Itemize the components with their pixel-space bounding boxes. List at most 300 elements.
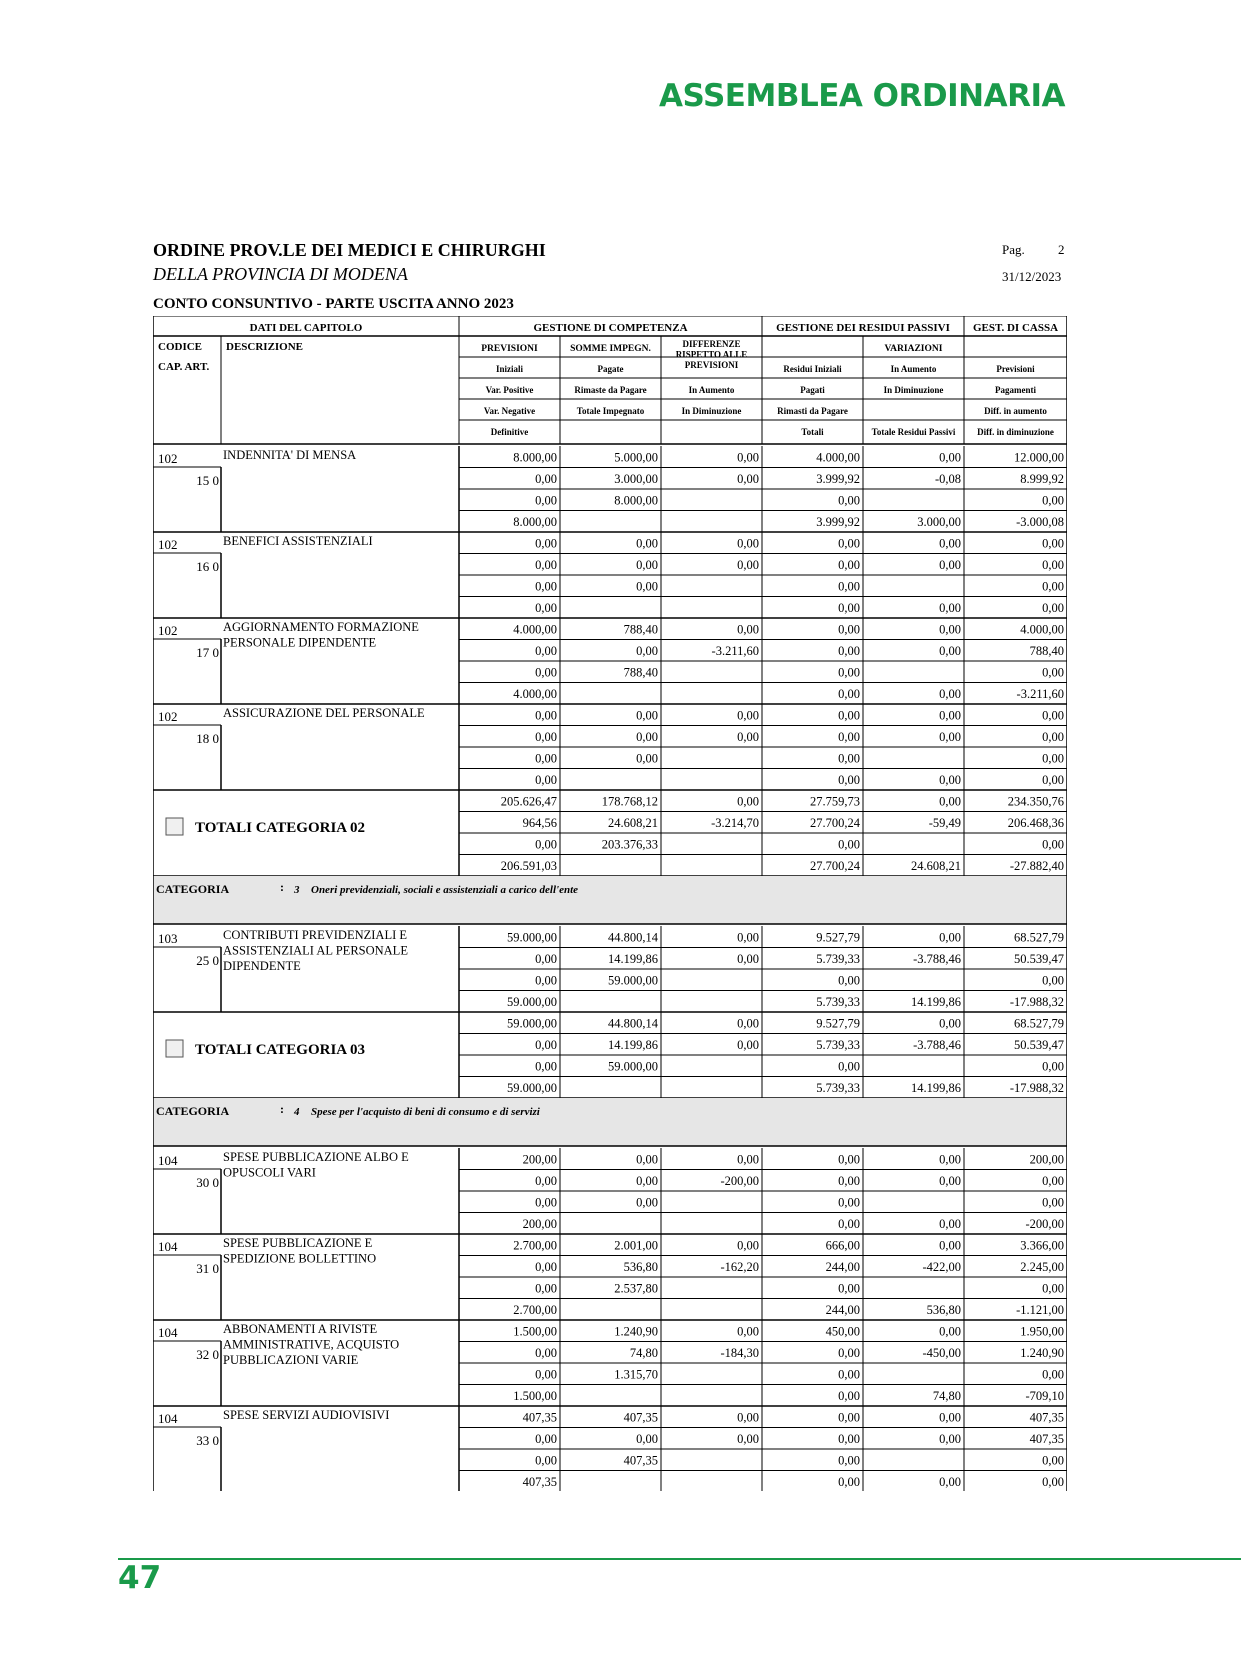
report-title: CONTO CONSUNTIVO - PARTE USCITA ANNO 2023	[153, 296, 514, 312]
amount-value: 0,00	[939, 730, 961, 744]
amount-value: 0,00	[1042, 1195, 1064, 1210]
articolo-code: 33 0	[196, 1433, 219, 1448]
voce-descrizione: AGGIORNAMENTO FORMAZIONE	[223, 620, 419, 634]
amount-value: 0,00	[535, 751, 557, 766]
amount-value: 0,00	[838, 1152, 860, 1167]
amount-value: 0,00	[838, 708, 860, 723]
amount-value: -162,20	[720, 1260, 759, 1274]
articolo-code: 18 0	[196, 731, 219, 746]
voce-descrizione: CONTRIBUTI PREVIDENZIALI E	[223, 928, 408, 942]
amount-value: -3.211,60	[711, 644, 759, 658]
amount-value: 0,00	[535, 1432, 557, 1446]
amount-value: 788,40	[623, 665, 658, 680]
amount-value: 3.999,92	[816, 515, 860, 529]
capitolo-code: 104	[158, 1239, 178, 1254]
checkbox-square	[166, 818, 183, 835]
column-header: Residui Iniziali	[783, 364, 842, 374]
amount-value: 0,00	[535, 1281, 557, 1296]
amount-value: 0,00	[737, 1038, 759, 1052]
group-header-cassa: GEST. DI CASSA	[972, 322, 1059, 334]
amount-value: 0,00	[636, 708, 658, 723]
amount-value: 27.759,73	[810, 794, 860, 809]
amount-value: 0,00	[939, 1217, 961, 1231]
column-header: Diff. in aumento	[984, 406, 1047, 416]
amount-value: -450,00	[922, 1346, 961, 1360]
amount-value: -17.988,32	[1009, 1081, 1064, 1095]
amount-value: 244,00	[825, 1303, 860, 1317]
amount-value: -3.788,46	[913, 952, 961, 966]
amount-value: 0,00	[838, 1059, 860, 1074]
totali-categoria-label: TOTALI CATEGORIA 02	[195, 820, 366, 836]
amount-value: 0,00	[535, 730, 557, 744]
amount-value: 407,35	[522, 1475, 557, 1489]
articolo-code: 16 0	[196, 559, 219, 574]
column-header: In Aumento	[688, 385, 735, 395]
category-band	[153, 876, 1067, 924]
capitolo-code: 102	[158, 451, 178, 466]
amount-value: 0,00	[737, 1432, 759, 1446]
amount-value: 59.000,00	[507, 1016, 557, 1031]
articolo-code: 25 0	[196, 953, 219, 968]
amount-value: 3.366,00	[1020, 1238, 1064, 1253]
page-label: Pag.	[1002, 242, 1025, 257]
amount-value: 0,00	[1042, 1367, 1064, 1382]
budget-table	[153, 316, 1067, 1491]
amount-value: 1.240,90	[1020, 1346, 1064, 1360]
column-header: In Aumento	[890, 364, 937, 374]
amount-value: 2.700,00	[513, 1303, 557, 1317]
header-descrizione: DESCRIZIONE	[226, 341, 304, 353]
amount-value: 1.315,70	[614, 1367, 658, 1382]
amount-value: 0,00	[1042, 837, 1064, 852]
header-differenze: PREVISIONI	[684, 360, 739, 370]
amount-value: 8.000,00	[614, 493, 658, 508]
capitolo-code: 103	[158, 931, 178, 946]
amount-value: 5.739,33	[816, 995, 860, 1009]
column-header: Totale Impegnato	[576, 406, 645, 416]
amount-value: 1.240,90	[614, 1324, 658, 1339]
amount-value: 244,00	[825, 1260, 860, 1274]
amount-value: 0,00	[1042, 1475, 1064, 1489]
amount-value: -422,00	[922, 1260, 961, 1274]
organization-name: ORDINE PROV.LE DEI MEDICI E CHIRURGHI	[153, 240, 546, 260]
amount-value: 0,00	[535, 1346, 557, 1360]
amount-value: 0,00	[636, 1174, 658, 1188]
amount-value: 0,00	[838, 558, 860, 572]
amount-value: 0,00	[838, 1174, 860, 1188]
amount-value: 0,00	[1042, 973, 1064, 988]
amount-value: 0,00	[939, 450, 961, 465]
amount-value: 4.000,00	[513, 622, 557, 637]
amount-value: 4.000,00	[513, 687, 557, 701]
amount-value: 0,00	[838, 1432, 860, 1446]
amount-value: 0,00	[1042, 1281, 1064, 1296]
amount-value: 0,00	[535, 1038, 557, 1052]
amount-value: 0,00	[939, 687, 961, 701]
amount-value: 0,00	[939, 622, 961, 637]
column-header: PREVISIONI	[481, 344, 538, 354]
amount-value: 2.700,00	[513, 1238, 557, 1253]
amount-value: 14.199,86	[911, 1081, 961, 1095]
amount-value: -709,10	[1025, 1389, 1064, 1403]
voce-descrizione: OPUSCOLI VARI	[223, 1165, 316, 1180]
amount-value: 0,00	[838, 1217, 860, 1231]
amount-value: -59,49	[928, 816, 961, 830]
amount-value: 0,00	[939, 1152, 961, 1167]
amount-value: 0,00	[1042, 558, 1064, 572]
column-header: In Diminuzione	[883, 385, 944, 395]
group-header-competenza: GESTIONE DI COMPETENZA	[533, 322, 688, 334]
voce-descrizione: INDENNITA' DI MENSA	[223, 448, 357, 462]
capitolo-code: 102	[158, 623, 178, 638]
amount-value: 0,00	[535, 1195, 557, 1210]
amount-value: 59.000,00	[608, 1059, 658, 1074]
amount-value: 178.768,12	[601, 794, 658, 809]
amount-value: 0,00	[939, 1238, 961, 1253]
capitolo-code: 104	[158, 1411, 178, 1426]
voce-descrizione: ASSICURAZIONE DEL PERSONALE	[223, 706, 425, 720]
articolo-code: 32 0	[196, 1347, 219, 1362]
amount-value: 0,00	[939, 1324, 961, 1339]
amount-value: 0,00	[838, 751, 860, 766]
amount-value: 0,00	[1042, 665, 1064, 680]
amount-value: 0,00	[838, 837, 860, 852]
amount-value: 3.000,00	[917, 515, 961, 529]
amount-value: 0,00	[737, 930, 759, 945]
amount-value: 0,00	[535, 952, 557, 966]
amount-value: 68.527,79	[1014, 1016, 1064, 1031]
amount-value: 0,00	[838, 665, 860, 680]
header-differenze: RISPETTO ALLE	[675, 349, 748, 360]
amount-value: 59.000,00	[507, 930, 557, 945]
organization-province: DELLA PROVINCIA DI MODENA	[153, 264, 408, 284]
amount-value: 0,00	[737, 622, 759, 637]
amount-value: 14.199,86	[608, 1038, 658, 1052]
voce-descrizione: SPESE PUBBLICAZIONE ALBO E	[223, 1150, 409, 1164]
checkbox-square	[166, 1040, 183, 1057]
column-header: Var. Negative	[483, 406, 536, 416]
amount-value: 0,00	[939, 773, 961, 787]
report-date: 31/12/2023	[1002, 269, 1062, 284]
amount-value: 0,00	[737, 794, 759, 809]
group-header-capitolo: DATI DEL CAPITOLO	[249, 322, 363, 334]
amount-value: 5.739,33	[816, 1081, 860, 1095]
amount-value: 0,00	[838, 973, 860, 988]
amount-value: 0,00	[838, 1346, 860, 1360]
capitolo-code: 104	[158, 1325, 178, 1340]
column-header: Rimasti da Pagare	[777, 406, 848, 416]
category-label: CATEGORIA	[156, 1104, 230, 1118]
amount-value: -3.788,46	[913, 1038, 961, 1052]
amount-value: 50.539,47	[1014, 952, 1064, 966]
column-header: Definitive	[490, 427, 529, 437]
amount-value: -3.211,60	[1016, 687, 1064, 701]
voce-descrizione: SPESE PUBBLICAZIONE E	[223, 1236, 373, 1250]
amount-value: 27.700,24	[810, 816, 860, 830]
amount-value: 0,00	[838, 1389, 860, 1403]
amount-value: 0,00	[737, 536, 759, 551]
amount-value: 0,00	[1042, 579, 1064, 594]
column-header: Var. Positive	[485, 385, 534, 395]
totali-categoria-label: TOTALI CATEGORIA 03	[195, 1042, 366, 1058]
amount-value: 200,00	[522, 1152, 557, 1167]
amount-value: 0,00	[838, 730, 860, 744]
voce-descrizione: SPEDIZIONE BOLLETTINO	[223, 1251, 377, 1266]
voce-descrizione: PUBBLICAZIONI VARIE	[223, 1353, 359, 1367]
amount-value: 200,00	[1029, 1152, 1064, 1167]
articolo-code: 30 0	[196, 1175, 219, 1190]
amount-value: 2.537,80	[614, 1281, 658, 1296]
amount-value: 0,00	[838, 579, 860, 594]
articolo-code: 15 0	[196, 473, 219, 488]
group-header-residui: GESTIONE DEI RESIDUI PASSIVI	[776, 322, 950, 334]
amount-value: 407,35	[623, 1410, 658, 1425]
amount-value: 0,00	[636, 536, 658, 551]
amount-value: 0,00	[636, 644, 658, 658]
amount-value: 0,00	[636, 730, 658, 744]
amount-value: 0,00	[535, 644, 557, 658]
amount-value: 0,00	[1042, 773, 1064, 787]
amount-value: 0,00	[636, 1195, 658, 1210]
column-header: Previsioni	[996, 364, 1035, 374]
amount-value: 8.000,00	[513, 450, 557, 465]
amount-value: 0,00	[737, 450, 759, 465]
column-header: Totali	[801, 427, 824, 437]
amount-value: 0,00	[1042, 1453, 1064, 1468]
amount-value: 0,00	[535, 773, 557, 787]
amount-value: 0,00	[939, 536, 961, 551]
amount-value: 0,00	[636, 751, 658, 766]
amount-value: 0,00	[737, 952, 759, 966]
category-label: CATEGORIA	[156, 882, 230, 896]
amount-value: -3.214,70	[711, 816, 759, 830]
amount-value: 206.591,03	[500, 859, 557, 873]
column-header: Rimaste da Pagare	[574, 385, 647, 395]
amount-value: 0,00	[535, 1059, 557, 1074]
amount-value: 1.500,00	[513, 1324, 557, 1339]
voce-descrizione: AMMINISTRATIVE, ACQUISTO	[223, 1337, 400, 1352]
amount-value: 0,00	[535, 601, 557, 615]
header-codice: CODICE	[158, 341, 203, 353]
category-number: 4	[294, 1106, 300, 1118]
amount-value: 0,00	[838, 644, 860, 658]
footer-page-number: 47	[118, 1560, 162, 1596]
amount-value: 0,00	[838, 622, 860, 637]
column-header: Iniziali	[495, 364, 524, 374]
amount-value: 407,35	[1029, 1410, 1064, 1425]
amount-value: 0,00	[636, 579, 658, 594]
amount-value: 788,40	[623, 622, 658, 637]
footer-rule	[118, 1558, 1241, 1560]
column-header: Pagamenti	[995, 385, 1036, 395]
category-number: 3	[294, 884, 300, 896]
budget-table-grid	[153, 316, 1067, 1491]
amount-value: 450,00	[825, 1324, 860, 1339]
category-band	[153, 1098, 1067, 1146]
amount-value: 0,00	[838, 773, 860, 787]
voce-descrizione: PERSONALE DIPENDENTE	[223, 635, 377, 650]
amount-value: 2.001,00	[614, 1238, 658, 1253]
amount-value: 0,00	[939, 1475, 961, 1489]
capitolo-code: 102	[158, 709, 178, 724]
amount-value: 0,00	[939, 601, 961, 615]
amount-value: 2.245,00	[1020, 1260, 1064, 1274]
amount-value: 59.000,00	[507, 1081, 557, 1095]
amount-value: 205.626,47	[500, 794, 557, 809]
amount-value: 74,80	[629, 1346, 658, 1360]
amount-value: 4.000,00	[1020, 622, 1064, 637]
amount-value: 0,00	[1042, 708, 1064, 723]
amount-value: 0,00	[1042, 1174, 1064, 1188]
column-header: Pagate	[597, 364, 624, 374]
amount-value: -200,00	[1025, 1217, 1064, 1231]
amount-value: 0,00	[737, 1410, 759, 1425]
amount-value: 5.000,00	[614, 450, 658, 465]
amount-value: 0,00	[939, 930, 961, 945]
column-header: Pagati	[800, 385, 825, 395]
header-cap-art: CAP. ART.	[158, 361, 210, 373]
amount-value: 27.700,24	[810, 859, 860, 873]
column-header: Totale Residui Passivi	[871, 427, 956, 437]
amount-value: 0,00	[838, 1410, 860, 1425]
amount-value: 206.468,36	[1007, 816, 1064, 830]
amount-value: 0,00	[535, 472, 557, 486]
amount-value: 0,00	[535, 973, 557, 988]
column-header: VARIAZIONI	[884, 344, 943, 354]
amount-value: 0,00	[939, 558, 961, 572]
category-colon: :	[280, 880, 284, 894]
amount-value: 0,00	[939, 1016, 961, 1031]
amount-value: 666,00	[825, 1238, 860, 1253]
capitolo-code: 102	[158, 537, 178, 552]
amount-value: 0,00	[636, 1432, 658, 1446]
amount-value: 0,00	[939, 644, 961, 658]
amount-value: 50.539,47	[1014, 1038, 1064, 1052]
amount-value: 5.739,33	[816, 952, 860, 966]
amount-value: 4.000,00	[816, 450, 860, 465]
amount-value: 407,35	[522, 1410, 557, 1425]
articolo-code: 31 0	[196, 1261, 219, 1276]
amount-value: 74,80	[932, 1389, 961, 1403]
page-number: 2	[1058, 242, 1065, 257]
column-header: Diff. in diminuzione	[977, 427, 1054, 437]
section-banner: ASSEMBLEA ORDINARIA	[659, 78, 1065, 114]
amount-value: 0,00	[535, 1260, 557, 1274]
amount-value: 0,00	[939, 1432, 961, 1446]
amount-value: 0,00	[1042, 730, 1064, 744]
amount-value: 0,00	[838, 601, 860, 615]
category-description: Oneri previdenziali, sociali e assistenziali a carico dell'ente	[311, 884, 579, 896]
amount-value: 0,00	[838, 687, 860, 701]
amount-value: 407,35	[623, 1453, 658, 1468]
amount-value: 0,00	[535, 708, 557, 723]
amount-value: 0,00	[1042, 493, 1064, 508]
amount-value: 0,00	[838, 1195, 860, 1210]
amount-value: 24.608,21	[608, 816, 658, 830]
amount-value: 0,00	[737, 558, 759, 572]
amount-value: 0,00	[838, 1453, 860, 1468]
amount-value: 200,00	[522, 1217, 557, 1231]
amount-value: 0,00	[737, 1152, 759, 1167]
amount-value: 0,00	[838, 1367, 860, 1382]
amount-value: 0,00	[535, 579, 557, 594]
column-header: SOMME IMPEGN.	[570, 344, 651, 354]
amount-value: 3.999,92	[816, 472, 860, 486]
amount-value: 536,80	[623, 1260, 658, 1274]
amount-value: -17.988,32	[1009, 995, 1064, 1009]
amount-value: 0,00	[535, 1453, 557, 1468]
amount-value: 5.739,33	[816, 1038, 860, 1052]
amount-value: -200,00	[720, 1174, 759, 1188]
amount-value: 0,00	[838, 536, 860, 551]
amount-value: 0,00	[737, 708, 759, 723]
amount-value: -184,30	[720, 1346, 759, 1360]
amount-value: 68.527,79	[1014, 930, 1064, 945]
amount-value: 0,00	[535, 536, 557, 551]
amount-value: 3.000,00	[614, 472, 658, 486]
voce-descrizione: ABBONAMENTI A RIVISTE	[223, 1322, 378, 1336]
amount-value: 24.608,21	[911, 859, 961, 873]
amount-value: 0,00	[737, 1324, 759, 1339]
amount-value: -3.000,08	[1016, 515, 1064, 529]
amount-value: -1.121,00	[1016, 1303, 1064, 1317]
amount-value: 407,35	[1029, 1432, 1064, 1446]
amount-value: 964,56	[522, 816, 557, 830]
amount-value: 0,00	[1042, 601, 1064, 615]
amount-value: 0,00	[535, 1367, 557, 1382]
articolo-code: 17 0	[196, 645, 219, 660]
amount-value: 0,00	[939, 1174, 961, 1188]
amount-value: 0,00	[838, 493, 860, 508]
amount-value: 0,00	[737, 1238, 759, 1253]
amount-value: 0,00	[939, 1410, 961, 1425]
voce-descrizione: SPESE SERVIZI AUDIOVISIVI	[223, 1408, 390, 1422]
amount-value: 0,00	[535, 837, 557, 852]
amount-value: 0,00	[838, 1475, 860, 1489]
amount-value: 0,00	[939, 708, 961, 723]
header-differenze: DIFFERENZE	[682, 339, 741, 349]
amount-value: 0,00	[737, 1016, 759, 1031]
amount-value: 0,00	[535, 665, 557, 680]
capitolo-code: 104	[158, 1153, 178, 1168]
amount-value: 0,00	[737, 472, 759, 486]
amount-value: -0,08	[934, 472, 961, 486]
amount-value: 234.350,76	[1007, 794, 1064, 809]
amount-value: 44.800,14	[608, 1016, 658, 1031]
amount-value: 0,00	[535, 558, 557, 572]
voce-descrizione: BENEFICI ASSISTENZIALI	[223, 534, 373, 548]
voce-descrizione: DIPENDENTE	[223, 959, 301, 973]
amount-value: -27.882,40	[1009, 859, 1064, 873]
amount-value: 0,00	[1042, 751, 1064, 766]
amount-value: 9.527,79	[816, 1016, 860, 1031]
amount-value: 59.000,00	[507, 995, 557, 1009]
amount-value: 0,00	[535, 493, 557, 508]
amount-value: 203.376,33	[601, 837, 658, 852]
amount-value: 14.199,86	[911, 995, 961, 1009]
voce-descrizione: ASSISTENZIALI AL PERSONALE	[223, 943, 408, 958]
amount-value: 0,00	[1042, 1059, 1064, 1074]
amount-value: 1.950,00	[1020, 1324, 1064, 1339]
amount-value: 1.500,00	[513, 1389, 557, 1403]
amount-value: 0,00	[1042, 536, 1064, 551]
column-header: In Diminuzione	[681, 406, 742, 416]
amount-value: 0,00	[838, 1281, 860, 1296]
amount-value: 0,00	[636, 1152, 658, 1167]
amount-value: 59.000,00	[608, 973, 658, 988]
amount-value: 44.800,14	[608, 930, 658, 945]
amount-value: 9.527,79	[816, 930, 860, 945]
